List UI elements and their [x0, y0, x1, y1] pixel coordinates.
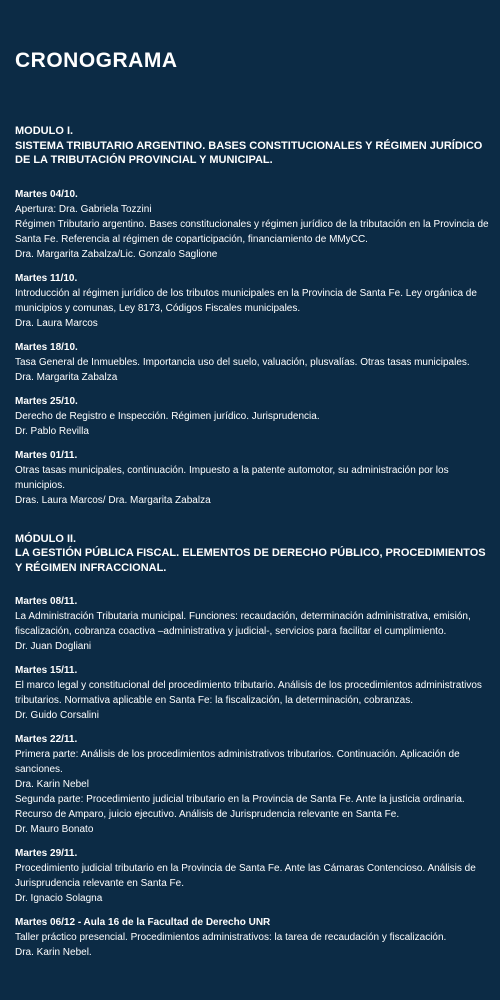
session-line: Apertura: Dra. Gabriela Tozzini: [15, 203, 152, 215]
module-name: LA GESTIÓN PÚBLICA FISCAL. ELEMENTOS DE DERECHO PÚBLICO, PROCEDIMIENTOS Y RÉGIMEN INFRACCIONAL.: [15, 547, 486, 574]
module-number: MÓDULO II.: [15, 532, 77, 545]
session-line: Dra. Margarita Zabalza/Lic. Gonzalo Saglione: [15, 248, 218, 260]
session-line: Régimen Tributario argentino. Bases constitucionales y régimen jurídico de la tributación en la Provincia de Santa Fe. Referencia al régimen de coparticipación, financiamiento de MMyCC.: [15, 218, 489, 245]
session-entry: [15, 915, 493, 960]
session-line: Introducción al régimen jurídico de los tributos municipales en la Provincia de Santa Fe. Ley orgánica de municipios y comunas, Ley 8173, Códigos Fiscales municipales.: [15, 287, 477, 314]
session-line: Dr. Pablo Revilla: [15, 425, 89, 437]
session-entry: [15, 448, 493, 508]
session-date: Martes 01/11.: [15, 449, 78, 461]
module-number: MODULO I.: [15, 125, 74, 137]
session-line: Tasa General de Inmuebles. Importancia uso del suelo, valuación, plusvalías. Otras tasas municipales.: [15, 356, 470, 368]
session-entry: [15, 732, 493, 837]
session-line: Dr. Juan Dogliani: [15, 641, 92, 652]
schedule-page: [15, 48, 493, 969]
session-date: Martes 29/11.: [15, 848, 78, 859]
session-line: Primera parte: Análisis de los procedimientos administrativos tributarios. Continuación. Aplicación de sanciones.: [15, 749, 460, 775]
session-entry: [15, 846, 493, 906]
session-date: Martes 25/10.: [15, 395, 78, 407]
session-line: Dr. Mauro Bonato: [15, 824, 94, 835]
session-line: Dr. Ignacio Solagna: [15, 893, 103, 904]
session-entry: [15, 340, 493, 385]
session-date: Martes 04/10.: [15, 188, 78, 200]
module-name: SISTEMA TRIBUTARIO ARGENTINO. BASES CONSTITUCIONALES Y RÉGIMEN JURÍDICO DE LA TRIBUTACIÓN PROVINCIAL Y MUNICIPAL.: [15, 139, 483, 166]
session-line: Dra. Margarita Zabalza: [15, 371, 118, 383]
module-section: [15, 532, 493, 961]
session-line: Derecho de Registro e Inspección. Régimen jurídico. Jurisprudencia.: [15, 410, 320, 422]
session-entry: [15, 663, 493, 723]
session-entry: [15, 187, 493, 262]
session-date: Martes 06/12 - Aula 16 de la Facultad de Derecho UNR: [15, 917, 271, 928]
session-date: Martes 22/11.: [15, 734, 78, 745]
module-section: [15, 124, 493, 508]
session-line: Dr. Guido Corsalini: [15, 710, 99, 721]
session-line: Procedimiento judicial tributario en la Provincia de Santa Fe. Ante las Cámaras Contencioso. Análisis de Jurisprudencia relevante en Santa Fe.: [15, 863, 476, 889]
session-line: Taller práctico presencial. Procedimientos administrativos: la tarea de recaudación y fiscalización.: [15, 932, 447, 943]
module-heading: [15, 124, 493, 168]
session-entry: [15, 271, 493, 331]
session-date: Martes 18/10.: [15, 341, 78, 353]
page-title: CRONOGRAMA: [15, 49, 178, 72]
modules-container: [15, 124, 493, 960]
session-date: Martes 08/11.: [15, 596, 78, 607]
session-line: La Administración Tributaria municipal. Funciones: recaudación, determinación administrativa, emisión, fiscalización, cobranza coactiva –administrativa y judicial-, servicios para facilitar el cumplimiento.: [15, 611, 471, 637]
session-line: Dra. Laura Marcos: [15, 317, 98, 329]
session-line: El marco legal y constitucional del procedimiento tributario. Análisis de los procedimientos administrativos tributarios. Normativa aplicable en Santa Fe: la fiscalización, la determinación, cobranzas.: [15, 680, 482, 706]
session-line: Segunda parte: Procedimiento judicial tributario en la Provincia de Santa Fe. Ante la justicia ordinaria. Recurso de Amparo, juicio ejecutivo. Análisis de Jurisprudencia relevante en Santa Fe.: [15, 794, 465, 820]
session-entry: [15, 594, 493, 654]
session-line: Otras tasas municipales, continuación. Impuesto a la patente automotor, su administración por los municipios.: [15, 464, 449, 491]
session-line: Dras. Laura Marcos/ Dra. Margarita Zabalza: [15, 494, 211, 506]
session-line: Dra. Karin Nebel.: [15, 947, 92, 958]
session-date: Martes 15/11.: [15, 665, 78, 676]
module-heading: [15, 532, 493, 576]
session-entry: [15, 394, 493, 439]
session-date: Martes 11/10.: [15, 272, 78, 284]
session-line: Dra. Karin Nebel: [15, 779, 89, 790]
